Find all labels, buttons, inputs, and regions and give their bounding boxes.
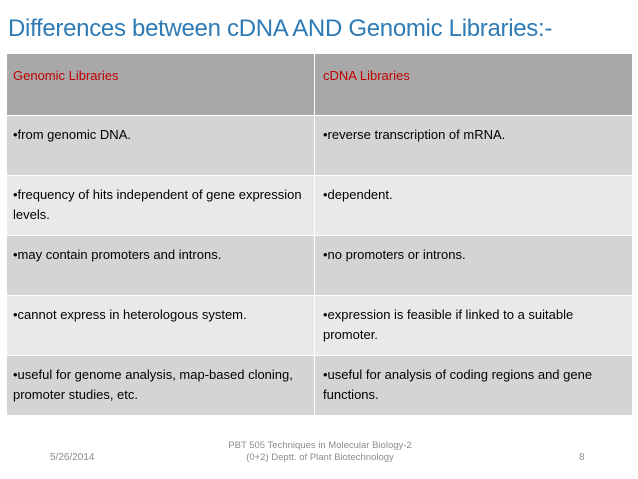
cdna-cell: •expression is feasible if linked to a suitable promoter. [315,296,632,355]
cdna-cell: •reverse transcription of mRNA. [315,116,632,175]
table-row [7,176,632,236]
table-header-row [7,54,632,116]
footer-date: 5/26/2014 [50,452,95,463]
cdna-cell: •no promoters or introns. [315,236,632,295]
footer-course-info [218,440,422,464]
footer-course-line1: PBT 505 Techniques in Molecular Biology-2 [228,440,412,451]
genomic-cell: •from genomic DNA. [7,116,315,175]
table-row [7,236,632,296]
comparison-table [7,53,632,416]
slide-title: Differences between cDNA AND Genomic Libraries:- [8,15,553,42]
cdna-cell: •dependent. [315,176,632,235]
footer-page-number: 8 [579,452,585,463]
genomic-cell: •may contain promoters and introns. [7,236,315,295]
table-row [7,356,632,416]
footer-course-line2: (0+2) Deptt. of Plant Biotechnology [246,452,394,463]
header-genomic-libraries: Genomic Libraries [7,54,315,115]
header-cdna-libraries: cDNA Libraries [315,54,632,115]
cdna-cell: •useful for analysis of coding regions and gene functions. [315,356,632,415]
genomic-cell: •useful for genome analysis, map-based cloning, promoter studies, etc. [7,356,315,415]
genomic-cell: •cannot express in heterologous system. [7,296,315,355]
genomic-cell: •frequency of hits independent of gene expression levels. [7,176,315,235]
table-row [7,116,632,176]
table-row [7,296,632,356]
